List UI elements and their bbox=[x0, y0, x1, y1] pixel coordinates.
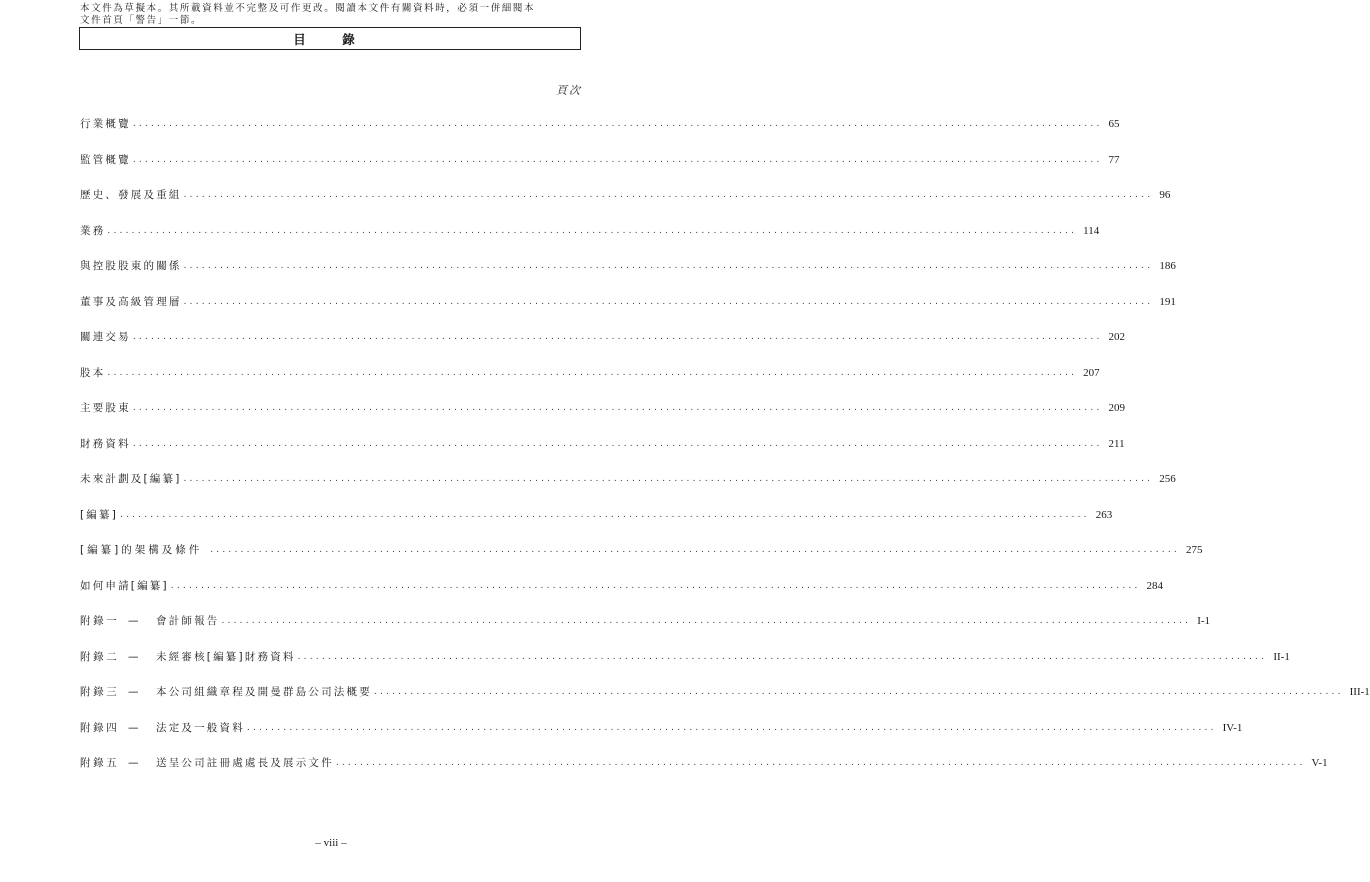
toc-entry[interactable] bbox=[80, 543, 1203, 579]
toc-entry-page: 202 bbox=[1108, 331, 1126, 343]
toc-entry-page: 77 bbox=[1108, 153, 1120, 166]
draft-notice: 本文件為草擬本。其所載資料並不完整及可作更改。閱讀本文件有關資料時，必須一併細閱本 文件首頁「警告」一節。 bbox=[80, 3, 536, 26]
toc-entry-page: I-1 bbox=[1197, 615, 1211, 627]
toc-appendix-entry[interactable] bbox=[80, 650, 1290, 686]
leader-dots: ................................................................................................................................................................ bbox=[107, 367, 1078, 378]
leader-dots: ................................................................................................................................................................ bbox=[132, 154, 1103, 165]
page-number-footer: – viii – bbox=[315, 837, 347, 849]
toc-appendix-label bbox=[80, 614, 220, 628]
toc-entry-label: 歷史、發展及重組 bbox=[80, 189, 182, 201]
appendix-dash: — bbox=[128, 650, 139, 663]
toc-appendix-label bbox=[80, 721, 245, 735]
toc-entry-label: 未來計劃及[編纂] bbox=[80, 473, 182, 485]
toc-appendix-entry[interactable] bbox=[80, 721, 1243, 757]
leader-dots: ................................................................................................................................................................ bbox=[170, 580, 1141, 591]
toc-entry-page: III-1 bbox=[1349, 686, 1370, 698]
toc-entry-page: 209 bbox=[1108, 402, 1126, 414]
appendix-title: 未經審核[編纂]財務資料 bbox=[156, 650, 296, 663]
appendix-title: 法定及一般資料 bbox=[156, 721, 245, 734]
toc-entry[interactable] bbox=[80, 117, 1120, 153]
leader-dots: ................................................................................................................................................................ bbox=[183, 296, 1154, 307]
page-column-header: 頁次 bbox=[556, 84, 582, 97]
toc-entry[interactable] bbox=[80, 259, 1176, 295]
toc-entry-page: 211 bbox=[1108, 437, 1125, 450]
leader-dots: ................................................................................................................................................................ bbox=[183, 190, 1154, 200]
toc-entry-page: 275 bbox=[1185, 544, 1203, 556]
toc-entry[interactable] bbox=[80, 437, 1125, 473]
toc-entry[interactable] bbox=[80, 472, 1176, 508]
appendix-dash: — bbox=[128, 721, 139, 734]
leader-dots: ................................................................................................................................................................ bbox=[221, 616, 1192, 626]
toc-entry-label: 關連交易 bbox=[80, 331, 131, 343]
toc-entry[interactable] bbox=[80, 508, 1113, 544]
toc-entry-label: 行業概覽 bbox=[80, 118, 131, 130]
leader-dots: ................................................................................................................................................................ bbox=[373, 687, 1344, 697]
toc-entry-page: 186 bbox=[1159, 260, 1176, 272]
toc-entry-label: 業務 bbox=[80, 224, 106, 237]
leader-dots: ................................................................................................................................................................ bbox=[132, 438, 1103, 449]
toc-entry-page: V-1 bbox=[1311, 757, 1328, 769]
toc-entry-label: 如何申請[編纂] bbox=[80, 579, 169, 592]
toc-entry-label: 主要股東 bbox=[80, 402, 131, 414]
leader-dots: ................................................................................................................................................................ bbox=[297, 651, 1268, 662]
toc-appendix-entry[interactable] bbox=[80, 685, 1370, 721]
toc-entry-page: 284 bbox=[1146, 579, 1164, 592]
leader-dots: ................................................................................................................................................................ bbox=[210, 545, 1180, 555]
toc-entry-label: 與控股股東的關係 bbox=[80, 260, 182, 272]
toc-entry[interactable] bbox=[80, 366, 1100, 402]
toc-entry-page: 96 bbox=[1159, 189, 1171, 201]
toc-entry[interactable] bbox=[80, 188, 1171, 224]
toc-appendix-label bbox=[80, 650, 296, 664]
leader-dots: ................................................................................................................................................................ bbox=[335, 758, 1306, 768]
toc-appendix-label bbox=[80, 685, 372, 699]
toc-appendix-label bbox=[80, 756, 334, 770]
leader-dots: ................................................................................................................................................................ bbox=[246, 722, 1217, 733]
appendix-title: 本公司組織章程及開曼群島公司法概要 bbox=[156, 686, 372, 698]
toc-entry-page: II-1 bbox=[1273, 650, 1290, 663]
toc-title-box bbox=[79, 27, 581, 50]
toc-entry-label: 董事及高級管理層 bbox=[80, 295, 182, 308]
toc-title: 目 錄 bbox=[293, 31, 367, 47]
leader-dots: ................................................................................................................................................................ bbox=[132, 403, 1103, 413]
appendix-number: 附錄三 bbox=[80, 686, 120, 698]
toc-entry-page: IV-1 bbox=[1222, 721, 1243, 734]
table-of-contents bbox=[80, 117, 1370, 792]
leader-dots: ................................................................................................................................................................ bbox=[132, 119, 1103, 129]
appendix-number: 附錄一 bbox=[80, 615, 120, 627]
toc-entry-page: 207 bbox=[1083, 366, 1100, 379]
toc-entry[interactable] bbox=[80, 579, 1164, 615]
toc-entry[interactable] bbox=[80, 330, 1126, 366]
toc-entry-page: 256 bbox=[1159, 473, 1176, 485]
toc-entry[interactable] bbox=[80, 153, 1120, 189]
toc-entry-page: 191 bbox=[1159, 295, 1176, 308]
appendix-dash: — bbox=[128, 686, 139, 698]
toc-entry-label: [編纂]的架構及條件 bbox=[80, 544, 203, 556]
appendix-number: 附錄二 bbox=[80, 650, 120, 663]
appendix-title: 會計師報告 bbox=[156, 615, 220, 627]
leader-dots: ................................................................................................................................................................ bbox=[183, 261, 1154, 271]
leader-dots: ................................................................................................................................................................ bbox=[120, 509, 1090, 520]
toc-entry[interactable] bbox=[80, 401, 1126, 437]
appendix-number: 附錄五 bbox=[80, 757, 120, 769]
toc-entry-label: 股本 bbox=[80, 366, 106, 379]
appendix-number: 附錄四 bbox=[80, 721, 120, 734]
toc-entry-label: 監管概覽 bbox=[80, 153, 131, 166]
appendix-title: 送呈公司註冊處處長及展示文件 bbox=[156, 757, 334, 769]
leader-dots: ................................................................................................................................................................ bbox=[183, 474, 1154, 484]
appendix-dash: — bbox=[128, 757, 139, 769]
leader-dots: ................................................................................................................................................................ bbox=[107, 225, 1078, 236]
toc-entry[interactable] bbox=[80, 295, 1176, 331]
toc-appendix-entry[interactable] bbox=[80, 614, 1211, 650]
appendix-dash: — bbox=[128, 615, 139, 627]
toc-entry-page: 65 bbox=[1108, 118, 1120, 130]
toc-entry[interactable] bbox=[80, 224, 1100, 260]
toc-entry-label: 財務資料 bbox=[80, 437, 131, 450]
toc-entry-page: 114 bbox=[1083, 224, 1100, 237]
toc-entry-label: [編纂] bbox=[80, 508, 118, 521]
leader-dots: ................................................................................................................................................................ bbox=[132, 332, 1103, 342]
toc-entry-page: 263 bbox=[1095, 508, 1113, 521]
toc-appendix-entry[interactable] bbox=[80, 756, 1328, 792]
